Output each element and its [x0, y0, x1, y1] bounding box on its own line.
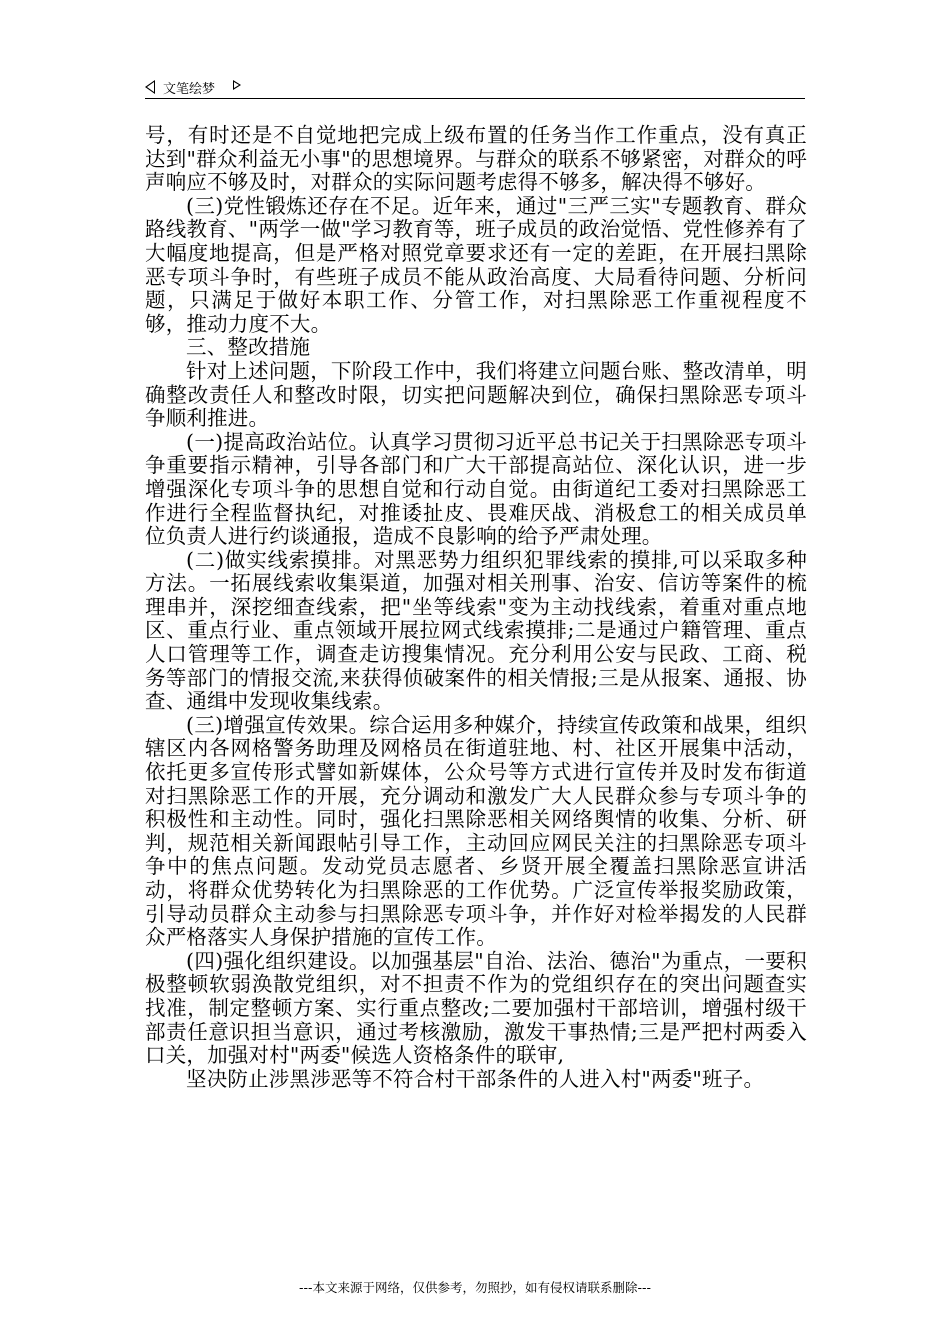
paragraph: (三)增强宣传效果。综合运用多种媒介，持续宣传政策和战果，组织辖区内各网格警务助理及网格员在街道驻地、村、社区开展集中活动，依托更多宣传形式譬如新媒体，公众号等方式进行宣传并及时发布街道对扫黑除恶工作的开展，充分调动和激发广大人民群众参与专项斗争的积极性和主动性。同时，强化扫黑除恶相关网络舆情的收集、分析、研判，规范相关新闻跟帖引导工作，主动回应网民关注的扫黑除恶专项斗争中的焦点问题。发动党员志愿者、乡贤开展全覆盖扫黑除恶宣讲活动，将群众优势转化为扫黑除恶的工作优势。广泛宣传举报奖励政策，引导动员群众主动参与扫黑除恶专项斗争，并作好对检举揭发的人民群众严格落实人身保护措施的宣传工作。	[145, 712, 807, 950]
paragraph: 坚决防止涉黑涉恶等不符合村干部条件的人进入村"两委"班子。	[186, 1066, 765, 1091]
document-body	[145, 124, 807, 1091]
page-header	[145, 76, 805, 98]
paragraph: (三)党性锻炼还存在不足。近年来，通过"三严三实"专题教育、群众路线教育、"两学一做"学习教育等，班子成员的政治觉悟、党性修养有了大幅度地提高，但是严格对照党章要求还有一定的差距，在开展扫黑除恶专项斗争时，有些班子成员不能从政治高度、大局看待问题、分析问题，只满足于做好本职工作、分管工作，对扫黑除恶工作重视程度不够，推动力度不大。	[145, 193, 807, 336]
paragraph: 针对上述问题，下阶段工作中，我们将建立问题台账、整改清单，明确整改责任人和整改时限，切实把问题解决到位，确保扫黑除恶专项斗争顺利推进。	[145, 358, 807, 431]
header-divider	[145, 98, 805, 99]
header-brand: 文笔绘梦	[163, 82, 216, 97]
paragraph: 号，有时还是不自觉地把完成上级布置的任务当作工作重点，没有真正达到"群众利益无小事"的思想境界。与群众的联系不够紧密，对群众的呼声响应不够及时，对群众的实际问题考虑得不够多，解决得不够好。	[145, 123, 807, 195]
triangle-left-icon	[145, 80, 155, 94]
triangle-right-icon	[233, 80, 241, 90]
paragraph: (二)做实线索摸排。对黑恶势力组织犯罪线索的摸排,可以采取多种方法。一拓展线索收集渠道，加强对相关刑事、治安、信访等案件的梳理串并，深挖细查线索，把"坐等线索"变为主动找线索，着重对重点地区、重点行业、重点领域开展拉网式线索摸排;二是通过户籍管理、重点人口管理等工作，调查走访搜集情况。充分利用公安与民政、工商、税务等部门的情报交流,来获得侦破案件的相关情报;三是从报案、通报、协查、通缉中发现收集线索。	[145, 547, 807, 714]
paragraph: (一)提高政治站位。认真学习贯彻习近平总书记关于扫黑除恶专项斗争重要指示精神，引导各部门和广大干部提高站位、深化认识，进一步增强深化专项斗争的思想自觉和行动自觉。由街道纪工委对扫黑除恶工作进行全程监督执纪，对推诿扯皮、畏难厌战、消极怠工的相关成员单位负责人进行约谈通报，造成不良影响的给予严肃处理。	[145, 429, 807, 549]
paragraph: (四)强化组织建设。以加强基层"自治、法治、德治"为重点，一要积极整顿软弱涣散党组织，对不担责不作为的党组织存在的突出问题查实找准，制定整顿方案、实行重点整改;二要加强村干部培训，增强村级干部责任意识担当意识，通过考核激励，激发干事热情;三是严把村两委入口关，加强对村"两委"候选人资格条件的联审,	[145, 948, 807, 1068]
section-heading: 三、整改措施	[186, 335, 311, 360]
footer-disclaimer: ---本文来源于网络，仅供参考，勿照抄，如有侵权请联系删除---	[298, 1280, 652, 1295]
